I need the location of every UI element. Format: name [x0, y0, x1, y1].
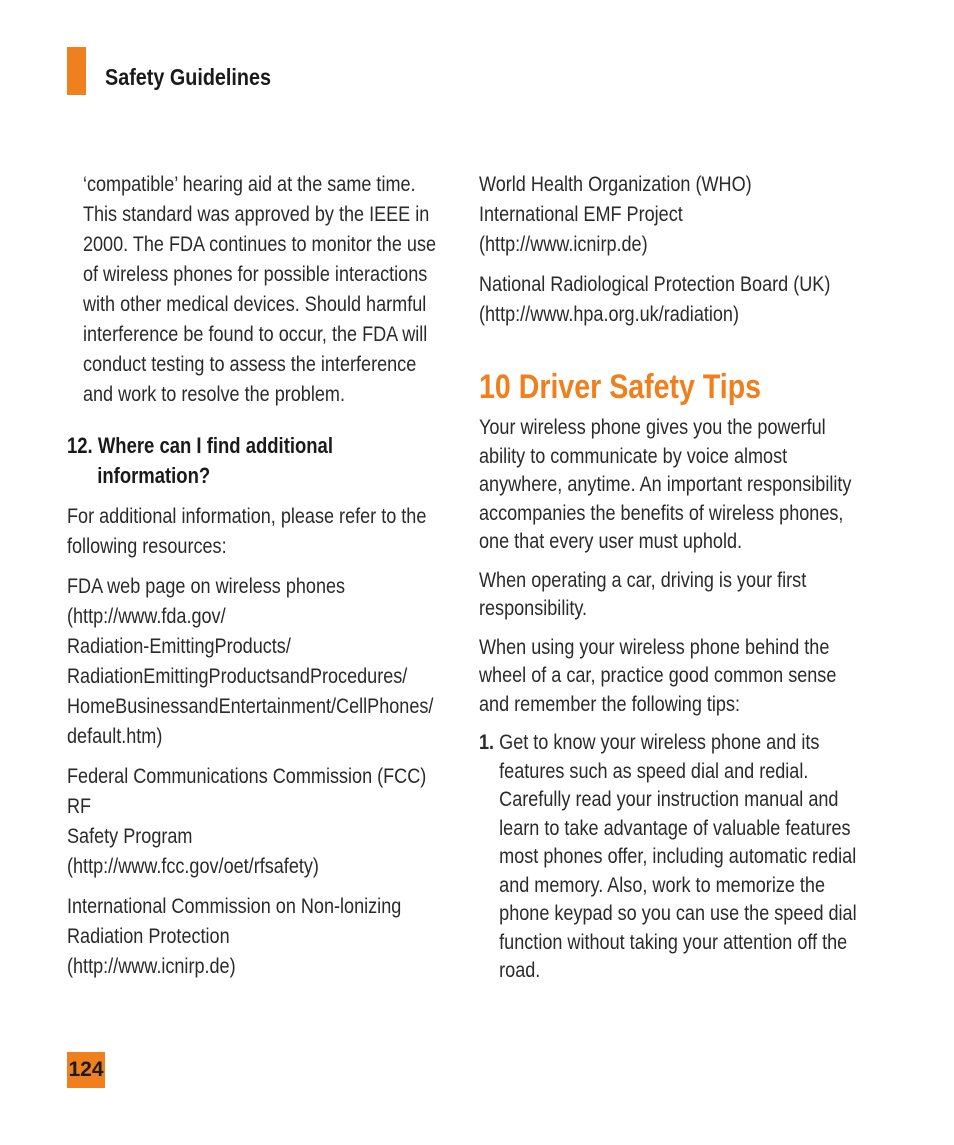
resource-who — [479, 169, 857, 259]
intro-paragraph: Your wireless phone gives you the powerful ability to communicate by voice almost anywhere, anytime. An important responsibility accompanies the benefits of wireless phones, one that every user must uphold. — [479, 415, 852, 553]
section-header-title: Safety Guidelines — [105, 64, 271, 90]
resource-line: National Radiological Protection Board (UK) — [479, 272, 831, 296]
resources-intro: For additional information, please refer to the following resources: — [67, 504, 427, 558]
question-line-2: information? — [97, 463, 211, 488]
resource-link[interactable]: Radiation-EmittingProducts/ — [67, 634, 291, 658]
resource-nrpb — [479, 269, 857, 329]
question-line-1: Where can I find additional — [97, 433, 333, 458]
right-column — [479, 169, 859, 985]
resource-link[interactable]: default.htm) — [67, 724, 163, 748]
tip-text: Get to know your wireless phone and its features such as speed dial and redial. Carefully read your instruction manual and learn to take advantage of valuable features most phones offer, including automatic redial and memory. Also, work to memorize the phone keypad so you can use the speed dial function without taking your attention off the road. — [499, 730, 857, 982]
resource-fcc — [67, 761, 445, 881]
resource-fda — [67, 571, 445, 751]
resource-line: International EMF Project — [479, 202, 683, 226]
tip-item — [479, 728, 857, 985]
section-accent-bar — [67, 47, 86, 95]
resource-link[interactable]: (http://www.icnirp.de) — [67, 954, 236, 978]
tips-intro-paragraph: When using your wireless phone behind the wheel of a car, practice good common sense and remember the following tips: — [479, 634, 837, 716]
question-number: 12. — [67, 433, 93, 458]
question-heading — [67, 431, 445, 491]
resource-line: Federal Communications Commission (FCC) RF — [67, 764, 427, 818]
resource-line: Safety Program — [67, 824, 193, 848]
resource-link[interactable]: (http://www.hpa.org.uk/radiation) — [479, 302, 739, 326]
tip-number: 1. — [479, 730, 495, 754]
left-column — [67, 169, 447, 981]
section-title: 10 Driver Safety Tips — [479, 368, 762, 406]
resource-link[interactable]: (http://www.fda.gov/ — [67, 604, 226, 628]
continuation-paragraph: ‘compatible’ hearing aid at the same time. This standard was approved by the IEEE in 2000. The FDA continues to monitor the use of wireless phones for possible interactions with other medical devices. Should harmful interference be found to occur, the FDA will conduct testing to assess the interference and work to resolve the problem. — [82, 172, 437, 406]
resource-line: FDA web page on wireless phones — [67, 574, 346, 598]
responsibility-paragraph: When operating a car, driving is your first responsibility. — [479, 567, 807, 620]
resource-link[interactable]: (http://www.icnirp.de) — [479, 232, 648, 256]
resource-link[interactable]: (http://www.fcc.gov/oet/rfsafety) — [67, 854, 319, 878]
resource-link[interactable]: RadiationEmittingProductsandProcedures/ — [67, 664, 408, 688]
resource-line: World Health Organization (WHO) — [479, 172, 752, 196]
resource-icnirp — [67, 891, 445, 981]
resource-line: Radiation Protection — [67, 924, 230, 948]
resource-line: International Commission on Non-lonizing — [67, 894, 402, 918]
resource-link[interactable]: HomeBusinessandEntertainment/CellPhones/ — [67, 694, 434, 718]
page-number: 124 — [67, 1052, 105, 1088]
